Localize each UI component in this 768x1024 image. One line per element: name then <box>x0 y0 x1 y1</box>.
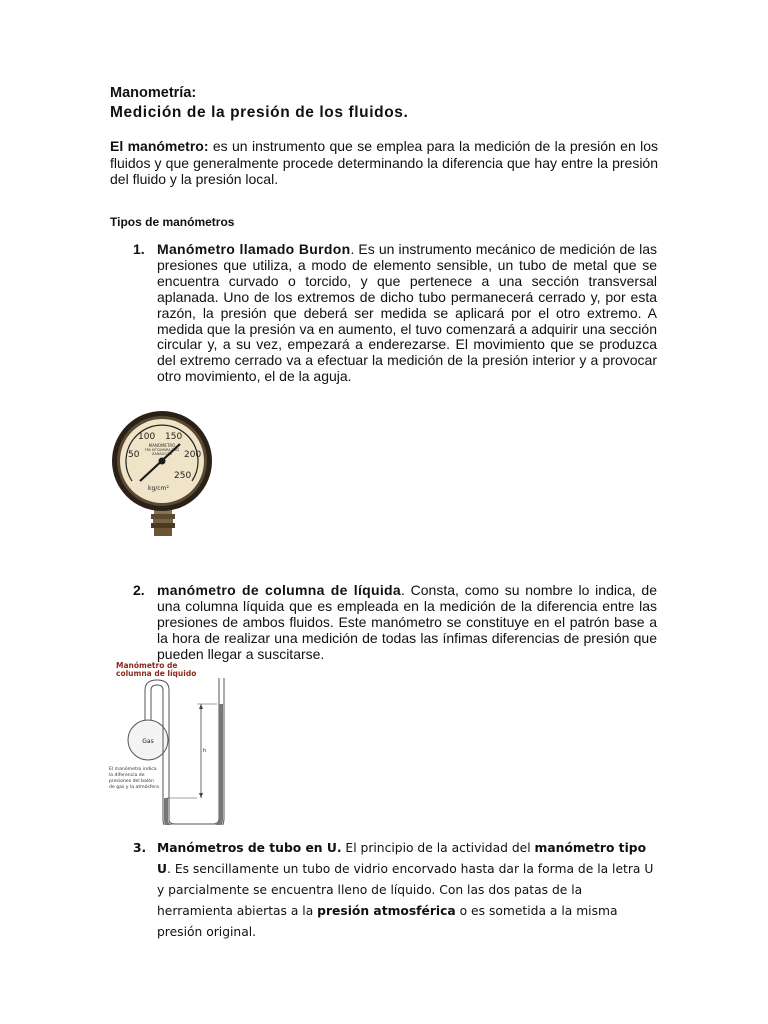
list-body: . Es un instrumento mecánico de medición de las presiones que utiliza, a modo de elemento sensible, un tubo de metal que se encuentra curvado o torcido, y que pertenece a una sección transversal aplanada. Uno de los extremos de dicho tubo permanecerá cerrado y, por esta razón, la presión que deberá ser medida se aplicará por el otro extremo. A medida que la presión va en aumento, el tuvo comenzará a adquirir una sección circular y, a su vez, empezará a enderezarse. El movimiento que se produzca del extremo cerrado va a efectuar la medición de la presión interior y a provocar otro movimiento, el de la aguja. <box>157 241 657 385</box>
list-body: . Es sencillamente un tubo de vidrio encorvado hasta dar la forma de la letra U y parcialmente se encuentra lleno de líquido. Con las dos patas de la herramienta abiertas a la <box>157 862 654 918</box>
list-number: 3. <box>133 841 147 855</box>
diagram-caption-line: presiones del balón <box>109 779 154 784</box>
diagram-height-label: h <box>203 748 207 754</box>
liquid-column-diagram <box>105 660 230 825</box>
diagram-title-line: Manómetro de <box>116 661 178 670</box>
list-text <box>157 838 659 943</box>
types-title: Tipos de manómetros <box>110 215 235 229</box>
diagram-title-line: columna de líquido <box>116 669 197 678</box>
bourdon-gauge-image <box>110 411 214 539</box>
list-term: presión atmosférica <box>317 904 456 918</box>
gauge-scale-label: 150 <box>165 432 183 442</box>
gauge-brand-label: MANOMETRO <box>148 443 176 448</box>
list-term: Manómetros de tubo en U. <box>157 841 342 855</box>
diagram-gas-label: Gas <box>142 738 154 745</box>
intro-text: es un instrumento que se emplea para la medición de la presión en los fluidos y que generalmente procede determinando la diferencia que hay entre la presión del fluido y la presión local. <box>110 138 658 187</box>
list-text <box>157 583 657 663</box>
intro-paragraph <box>110 138 658 188</box>
document-heading: Manometría: <box>110 85 197 101</box>
list-text <box>157 242 657 385</box>
gauge-scale-label: 50 <box>128 450 140 460</box>
list-term: manómetro tipo U <box>157 841 647 876</box>
gauge-needle-hub <box>159 458 166 465</box>
gauge-scale-label: 200 <box>184 450 202 460</box>
diagram-caption-line: la diferencia de <box>109 773 145 778</box>
list-body: . Consta, como su nombre lo indica, de una columna líquida que es empleada en la medición de la diferencia entre las presiones de ambos fluidos. Este manómetro se constituye en el patrón base a la hora de realizar una medición de todas las ínfimas diferencias de presión que pueden llegar a suscitarse. <box>157 582 657 662</box>
list-number: 1. <box>133 241 145 257</box>
document-subheading: Medición de la presión de los fluidos. <box>110 104 409 121</box>
gauge-scale-label: 100 <box>138 432 156 442</box>
intro-term: El manómetro: <box>110 138 209 154</box>
diagram-caption-line: El manómetro indica <box>109 767 157 772</box>
gauge-scale-label: 250 <box>174 471 192 481</box>
gauge-unit-label: kg/cm² <box>148 485 169 492</box>
gauge-maker-label: FRA KITSUMURA RUIZ <box>144 448 180 452</box>
list-body: o es sometida a la misma presión original. <box>157 904 618 939</box>
list-number: 2. <box>133 582 145 598</box>
gauge-city-label: ZARAGOZA <box>151 452 173 456</box>
list-term: Manómetro llamado Burdon <box>157 241 351 257</box>
diagram-caption-line: de gas y la atmósfera <box>109 785 159 790</box>
list-body: El principio de la actividad del <box>341 841 535 855</box>
list-term: manómetro de columna de líquida <box>157 582 401 598</box>
